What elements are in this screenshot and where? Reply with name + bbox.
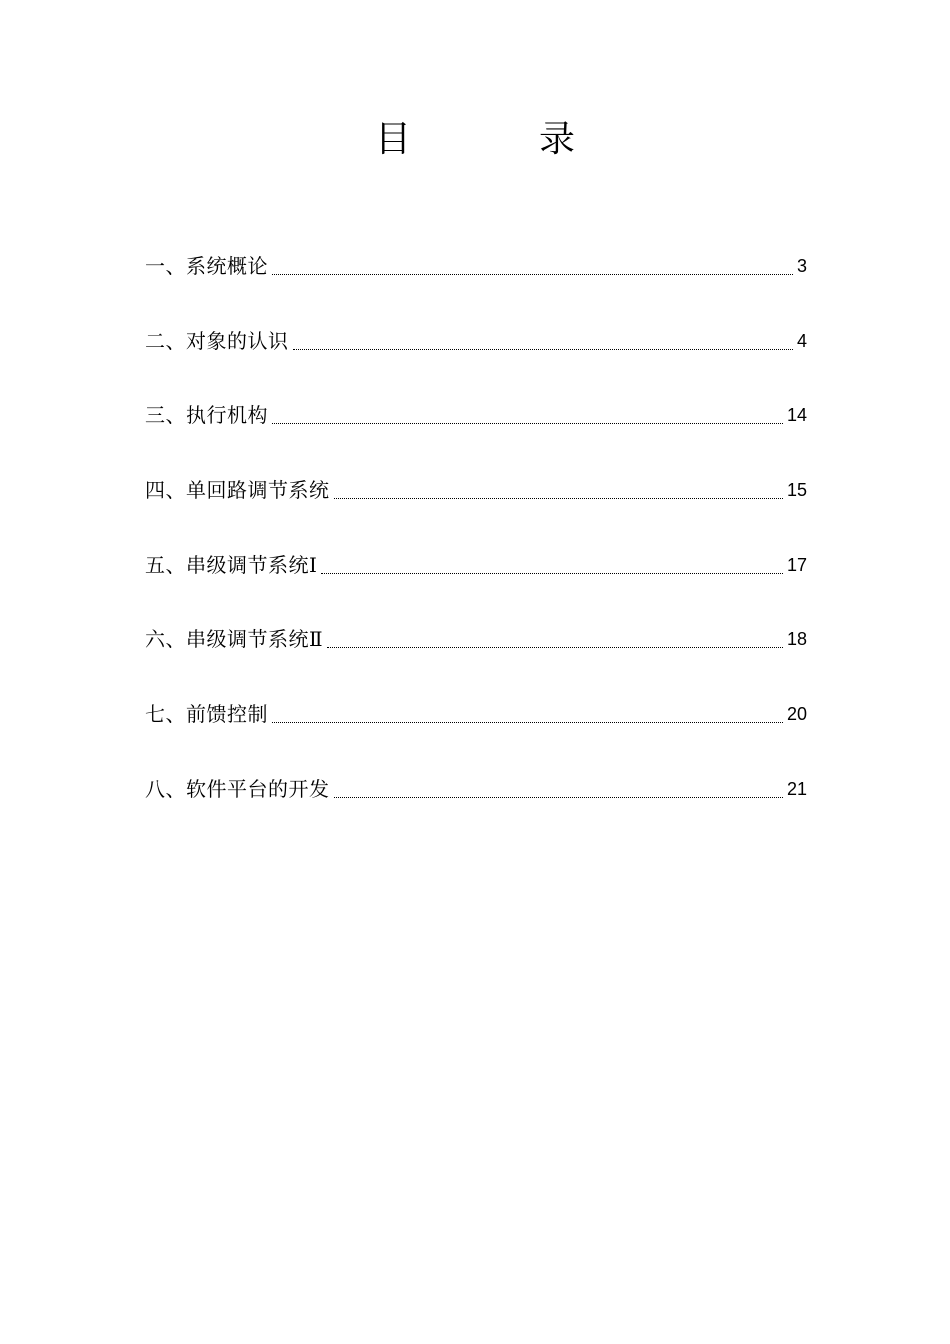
toc-leader-dots [272,423,783,424]
toc-entry[interactable] [145,472,807,504]
toc-entry-label: 八、软件平台的开发 [145,776,330,801]
toc-page-number: 4 [796,330,807,351]
toc-page-number: 3 [796,256,807,276]
toc-leader-dots [321,573,783,574]
table-of-contents [145,248,807,846]
toc-entry-label: 三、执行机构 [145,403,268,428]
toc-page-number: 20 [786,704,807,725]
toc-entry-label: 一、系统概论 [145,254,268,278]
toc-entry[interactable] [145,248,807,280]
toc-page-number: 21 [786,778,807,799]
toc-leader-dots [327,647,783,648]
toc-entry-label: 五、串级调节系统Ⅰ [145,552,318,577]
toc-leader-dots [334,498,783,499]
toc-entry[interactable] [145,397,807,429]
toc-leader-dots [293,349,793,350]
toc-entry[interactable] [145,547,807,579]
toc-entry-label: 七、前馈控制 [145,702,268,727]
toc-entry-label: 二、对象的认识 [145,328,289,353]
title-char-2: 录 [539,119,576,160]
toc-page-number: 15 [786,480,807,501]
toc-page-number: 17 [786,554,807,575]
toc-entry-label: 六、串级调节系统Ⅱ [145,627,324,652]
toc-entry[interactable] [145,696,807,728]
page-title [0,118,950,162]
toc-entry[interactable] [145,771,807,803]
toc-leader-dots [334,797,783,798]
title-char-1: 目 [374,119,411,160]
toc-page-number: 18 [786,629,807,650]
toc-page-number: 14 [786,405,807,426]
toc-entry-label: 四、单回路调节系统 [145,478,330,503]
toc-leader-dots [272,274,793,275]
toc-entry[interactable] [145,323,807,355]
toc-entry[interactable] [145,621,807,653]
toc-leader-dots [272,722,783,723]
